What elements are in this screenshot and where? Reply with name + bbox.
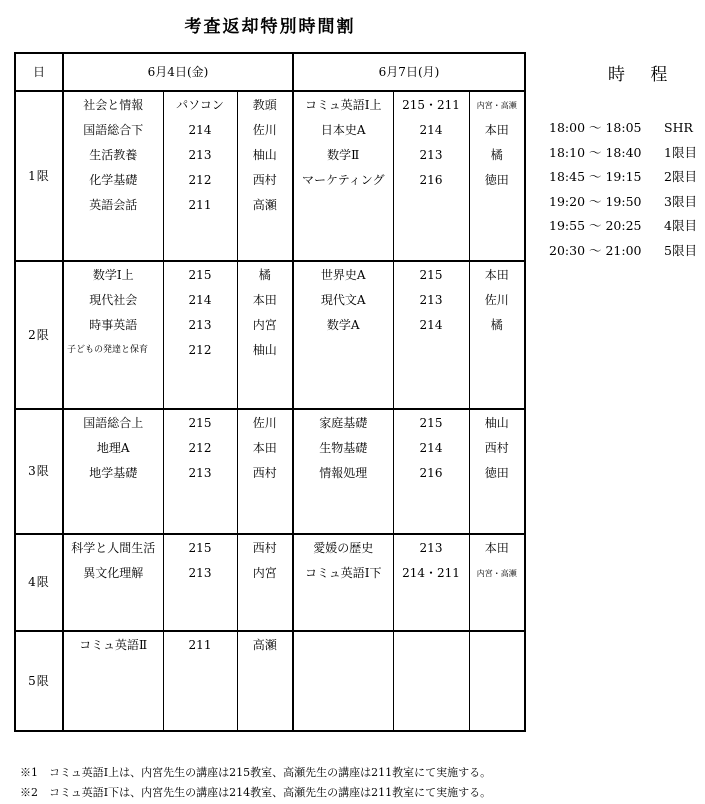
subject-text: 数学Ⅱ [327, 148, 360, 162]
day1-teacher-cell [237, 91, 293, 261]
teacher-text: 内宮・高瀬 [476, 101, 517, 110]
teacher-text: 本田 [484, 123, 509, 137]
period-row [15, 631, 525, 731]
subject-text: 愛媛の歴史 [313, 541, 374, 555]
room-text: 213 [188, 566, 212, 580]
period-label: 4限 [15, 534, 63, 631]
header-row [15, 53, 525, 91]
room-text: 215 [419, 416, 443, 430]
teacher-text: 本田 [252, 441, 277, 455]
subject-text: 子どもの発達と保育 [67, 345, 149, 355]
time-row [549, 241, 697, 266]
time-label: 3限目 [664, 193, 697, 209]
period-row [15, 261, 525, 409]
subject-text: 国語総合上 [83, 416, 144, 430]
subject-text: 国語総合下 [83, 123, 144, 137]
day1-subject-cell [63, 631, 163, 731]
day2-teacher-cell [469, 534, 525, 631]
room-text: 213 [419, 148, 443, 162]
day1-teacher-cell [237, 631, 293, 731]
day1-subject-cell [63, 534, 163, 631]
notes [20, 764, 491, 804]
room-text: 214 [419, 123, 443, 137]
subject-text: 科学と人間生活 [71, 541, 156, 555]
room-text: パソコン [176, 98, 224, 112]
room-text: 214 [419, 441, 443, 455]
room-text: 212 [188, 441, 212, 455]
subject-text: 現代文A [320, 293, 366, 307]
room-text: 211 [188, 638, 212, 652]
subject-text: 地学基礎 [89, 466, 138, 480]
page-title: 考査返却特別時間割 [184, 17, 356, 37]
subject-text: 生物基礎 [319, 441, 368, 455]
time-row [549, 167, 697, 192]
day2-subject-cell [293, 409, 393, 534]
teacher-text: 橘 [490, 148, 503, 162]
teacher-text: 本田 [252, 293, 277, 307]
time-row [549, 192, 697, 217]
teacher-text: 徳田 [484, 173, 509, 187]
day1-room-cell [163, 631, 237, 731]
room-text: 216 [419, 466, 443, 480]
teacher-text: 柚山 [252, 148, 277, 162]
subject-text: 生活教養 [89, 148, 138, 162]
period-label: 5限 [15, 631, 63, 731]
period-label: 2限 [15, 261, 63, 409]
teacher-text: 佐川 [252, 123, 277, 137]
subject-text: 日本史A [320, 123, 366, 137]
day2-subject-cell [293, 534, 393, 631]
teacher-text: 内宮 [252, 566, 277, 580]
time-label: 5限目 [664, 242, 697, 258]
room-text: 215 [419, 268, 443, 282]
subject-text: 異文化理解 [83, 566, 144, 580]
teacher-text: 高瀬 [252, 198, 277, 212]
teacher-text: 内宮 [252, 318, 277, 332]
day2-room-cell [393, 91, 469, 261]
day1-teacher-cell [237, 534, 293, 631]
timetable-title: 時 程 [608, 65, 678, 85]
day1-subject-cell [63, 91, 163, 261]
day1-room-cell [163, 91, 237, 261]
room-text: 215 [188, 416, 212, 430]
room-text: 213 [419, 541, 443, 555]
day2-teacher-cell [469, 631, 525, 731]
day1-room-cell [163, 261, 237, 409]
subject-text: コミュ英語Ⅱ [79, 638, 148, 652]
subject-text: 地理A [96, 441, 130, 455]
teacher-text: 橘 [490, 318, 503, 332]
teacher-text: 西村 [252, 541, 277, 555]
teacher-text: 佐川 [484, 293, 509, 307]
timetable-list [549, 118, 697, 266]
room-text: 213 [419, 293, 443, 307]
time-row [549, 216, 697, 241]
subject-text: 数学Ⅰ上 [92, 268, 134, 282]
period-label: 3限 [15, 409, 63, 534]
time-range: 19:55 ～ 20:25 [549, 218, 642, 234]
day1-room-cell [163, 409, 237, 534]
day1-subject-cell [63, 261, 163, 409]
subject-text: 化学基礎 [89, 173, 138, 187]
day2-room-cell [393, 631, 469, 731]
subject-text: 時事英語 [89, 318, 138, 332]
subject-text: コミュ英語Ⅰ下 [304, 566, 382, 580]
day1-header: 6月4日(金) [63, 53, 293, 91]
time-label: 1限目 [664, 144, 697, 160]
subject-text: 数学A [326, 318, 360, 332]
day1-teacher-cell [237, 409, 293, 534]
teacher-text: 佐川 [252, 416, 277, 430]
day2-teacher-cell [469, 261, 525, 409]
day1-room-cell [163, 534, 237, 631]
time-range: 18:45 ～ 19:15 [549, 169, 642, 185]
teacher-text: 本田 [484, 268, 509, 282]
time-label: 4限目 [664, 218, 697, 234]
room-text: 213 [188, 148, 212, 162]
room-text: 216 [419, 173, 443, 187]
day2-room-cell [393, 261, 469, 409]
room-text: 211 [188, 198, 212, 212]
room-text: 213 [188, 318, 212, 332]
note-1: ※1 コミュ英語Ⅰ上は、内宮先生の講座は215教室、高瀬先生の講座は211教室にて実施する。 [20, 766, 492, 779]
room-text: 215 [188, 268, 212, 282]
room-text: 214 [419, 318, 443, 332]
period-label: 1限 [15, 91, 63, 261]
teacher-text: 教頭 [252, 98, 277, 112]
period-row [15, 91, 525, 261]
period-row [15, 534, 525, 631]
room-text: 214 [188, 123, 212, 137]
room-text: 215 [188, 541, 212, 555]
schedule-table [14, 52, 526, 732]
teacher-text: 高瀬 [252, 638, 277, 652]
subject-text: 情報処理 [319, 466, 368, 480]
subject-text: 世界史A [320, 268, 366, 282]
day2-header: 6月7日(月) [293, 53, 525, 91]
subject-text: 家庭基礎 [319, 416, 368, 430]
day1-teacher-cell [237, 261, 293, 409]
period-row [15, 409, 525, 534]
day2-teacher-cell [469, 409, 525, 534]
day2-subject-cell [293, 261, 393, 409]
teacher-text: 柚山 [484, 416, 509, 430]
day2-subject-cell [293, 91, 393, 261]
day2-subject-cell [293, 631, 393, 731]
subject-text: 英語会話 [89, 198, 138, 212]
day1-subject-cell [63, 409, 163, 534]
time-label: 2限目 [664, 169, 697, 185]
day2-room-cell [393, 409, 469, 534]
room-text: 214 [188, 293, 212, 307]
time-range: 18:00 ～ 18:05 [549, 120, 642, 135]
teacher-text: 内宮・高瀬 [476, 569, 517, 578]
day2-teacher-cell [469, 91, 525, 261]
subject-text: 社会と情報 [83, 98, 144, 112]
teacher-text: 徳田 [484, 466, 509, 480]
time-label: SHR [664, 120, 693, 135]
time-range: 20:30 ～ 21:00 [549, 242, 642, 258]
teacher-text: 橘 [258, 268, 271, 282]
room-text: 213 [188, 466, 212, 480]
time-range: 19:20 ～ 19:50 [549, 193, 642, 209]
subject-text: マーケティング [301, 173, 385, 187]
room-text: 212 [188, 343, 212, 357]
teacher-text: 西村 [252, 173, 277, 187]
teacher-text: 本田 [484, 541, 509, 555]
teacher-text: 西村 [484, 441, 509, 455]
room-text: 212 [188, 173, 212, 187]
teacher-text: 西村 [252, 466, 277, 480]
teacher-text: 柚山 [252, 343, 277, 357]
note-2: ※2 コミュ英語Ⅰ下は、内宮先生の講座は214教室、高瀬先生の講座は211教室にて実施する。 [20, 786, 492, 799]
room-text: 215・211 [402, 98, 460, 112]
time-row [549, 143, 697, 168]
day-label-header: 日 [15, 53, 63, 91]
time-row [549, 118, 697, 143]
time-range: 18:10 ～ 18:40 [549, 144, 642, 160]
subject-text: コミュ英語Ⅰ上 [304, 98, 382, 112]
room-text: 214・211 [402, 566, 460, 580]
day2-room-cell [393, 534, 469, 631]
subject-text: 現代社会 [89, 293, 138, 307]
